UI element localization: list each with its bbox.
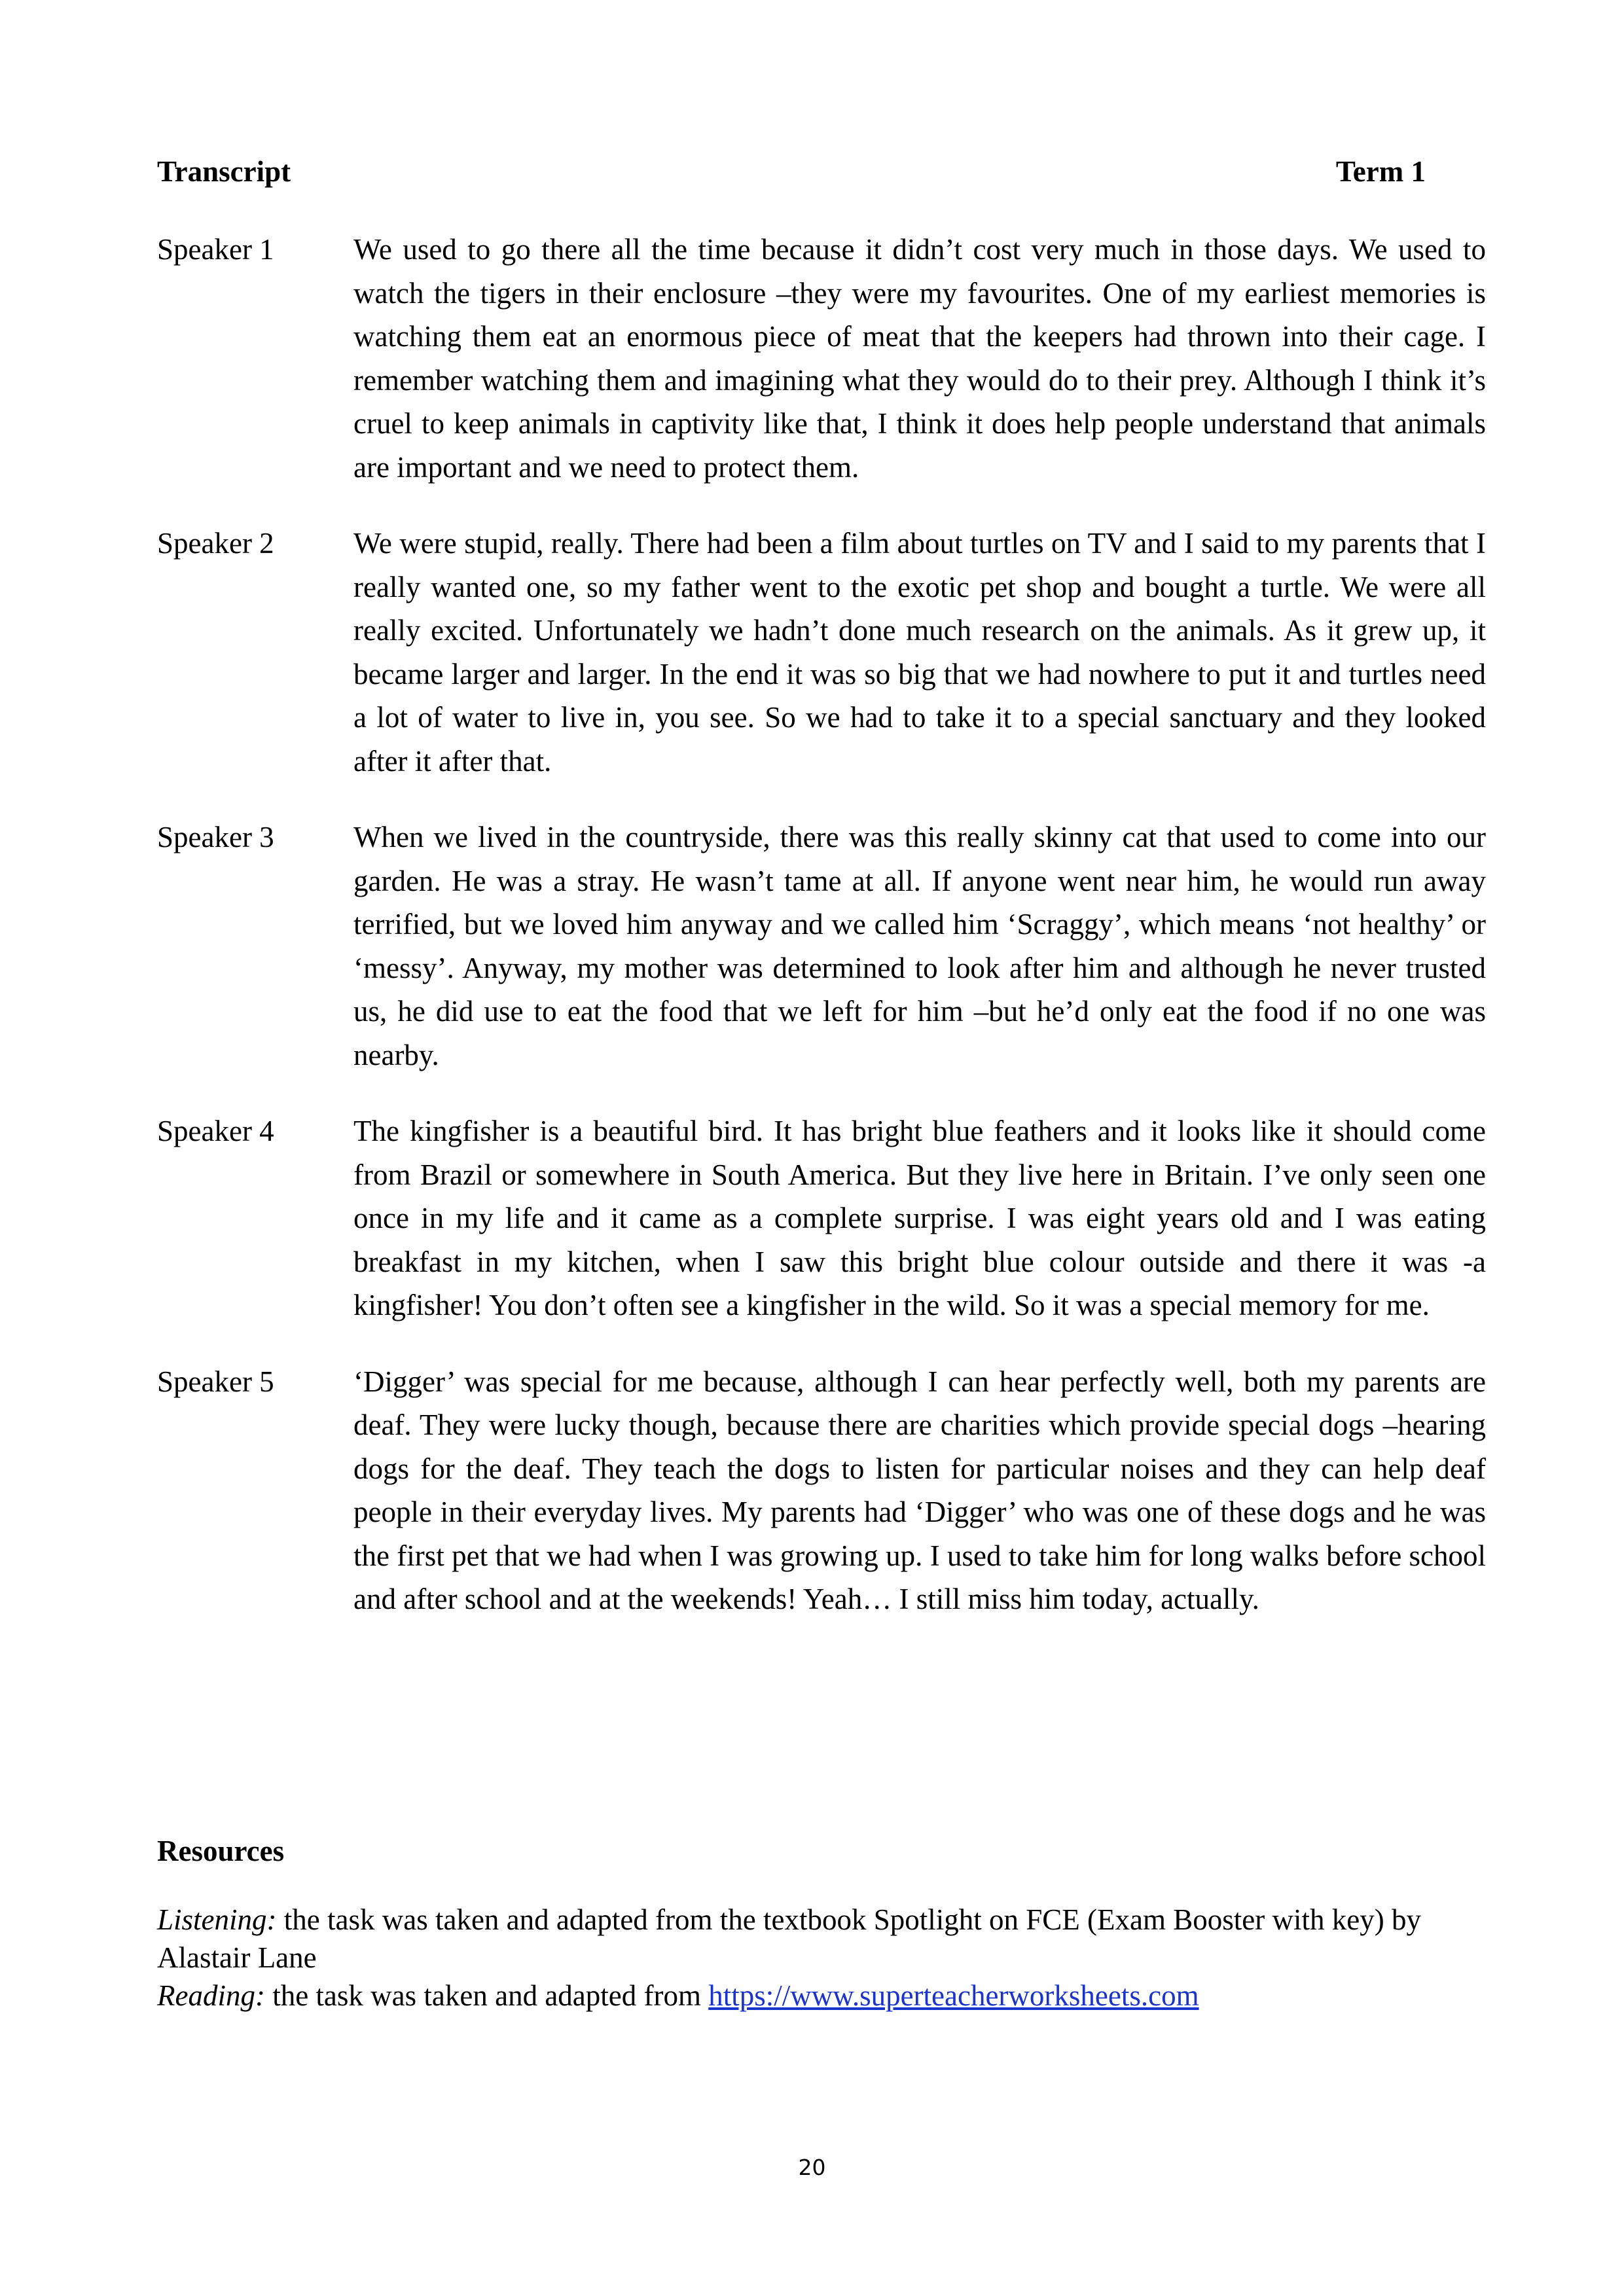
speaker-entry-1 [157,228,1486,489]
speaker-text: We were stupid, really. There had been a film about turtles on TV and I said to my parents that I really wanted one, so my father went to the exotic pet shop and bought a turtle. We were all really excited. Unfortunately we hadn’t done much research on the animals. As it grew up, it became larger and larger. In the end it was so big that we had nowhere to put it and turtles need a lot of water to live in, you see. So we had to take it to a special sanctuary and they looked after it after that. [353,527,1486,778]
page-header [157,152,1426,191]
speaker-text: The kingfisher is a beautiful bird. It has bright blue feathers and it looks like it should come from Brazil or somewhere in South America. But they live here in Britain. I’ve only seen one once in my life and it came as a complete surprise. I was eight years old and I was eating breakfast in my kitchen, when I saw this bright blue colour outside and there it was -a kingfisher! You don’t often see a kingfisher in the wild. So it was a special memory for me. [353,1115,1486,1321]
speaker-entry-4 [157,1109,1486,1327]
listening-resource [157,1901,1486,1977]
reading-source-link[interactable]: https://www.superteacherworksheets.com [708,1979,1199,2012]
reading-resource [157,1977,1486,2015]
speaker-entry-2 [157,522,1486,783]
reading-text: the task was taken and adapted from [264,1979,709,2012]
transcript-speakers [157,228,1486,1654]
term-label: Term 1 [1335,155,1426,188]
speaker-text: When we lived in the countryside, there was this really skinny cat that used to come into our garden. He was a stray. He wasn’t tame at all. If anyone went near him, he would run away terrified, but we loved him anyway and we called him ‘Scraggy’, which means ‘not healthy’ or ‘messy’. Anyway, my mother was determined to look after him and although he never trusted us, he did use to eat the food that we left for him –but he’d only eat the food if no one was nearby. [353,821,1486,1071]
speaker-entry-3 [157,816,1486,1077]
speaker-label: Speaker 3 [157,821,274,853]
speaker-label: Speaker 4 [157,1115,274,1147]
resources-section [157,1901,1486,2015]
listening-text: the task was taken and adapted from the textbook Spotlight on FCE (Exam Booster with key) by Alastair Lane [157,1903,1421,1974]
resources-heading: Resources [157,1835,285,1867]
speaker-text: We used to go there all the time because it didn’t cost very much in those days. We used to watch the tigers in their enclosure –they were my favourites. One of my earliest memories is watching them eat an enormous piece of meat that the keepers had thrown into their cage. I remember watching them and imagining what they would do to their prey. Although I think it’s cruel to keep animals in captivity like that, I think it does help people understand that animals are important and we need to protect them. [353,233,1486,484]
page-number: 20 [798,2155,826,2180]
speaker-label: Speaker 5 [157,1365,274,1398]
speaker-label: Speaker 1 [157,233,274,266]
reading-label: Reading: [157,1979,265,2012]
speaker-label: Speaker 2 [157,527,274,560]
listening-label: Listening: [157,1903,277,1936]
transcript-heading: Transcript [157,155,291,188]
speaker-text: ‘Digger’ was special for me because, although I can hear perfectly well, both my parents are deaf. They were lucky though, because there are charities which provide special dogs –hearing dogs for the deaf. They teach the dogs to listen for particular noises and they can help deaf people in their everyday lives. My parents had ‘Digger’ who was one of these dogs and he was the first pet that we had when I was growing up. I used to take him for long walks before school and after school and at the weekends! Yeah… I still miss him today, actually. [353,1365,1486,1615]
speaker-entry-5 [157,1360,1486,1621]
